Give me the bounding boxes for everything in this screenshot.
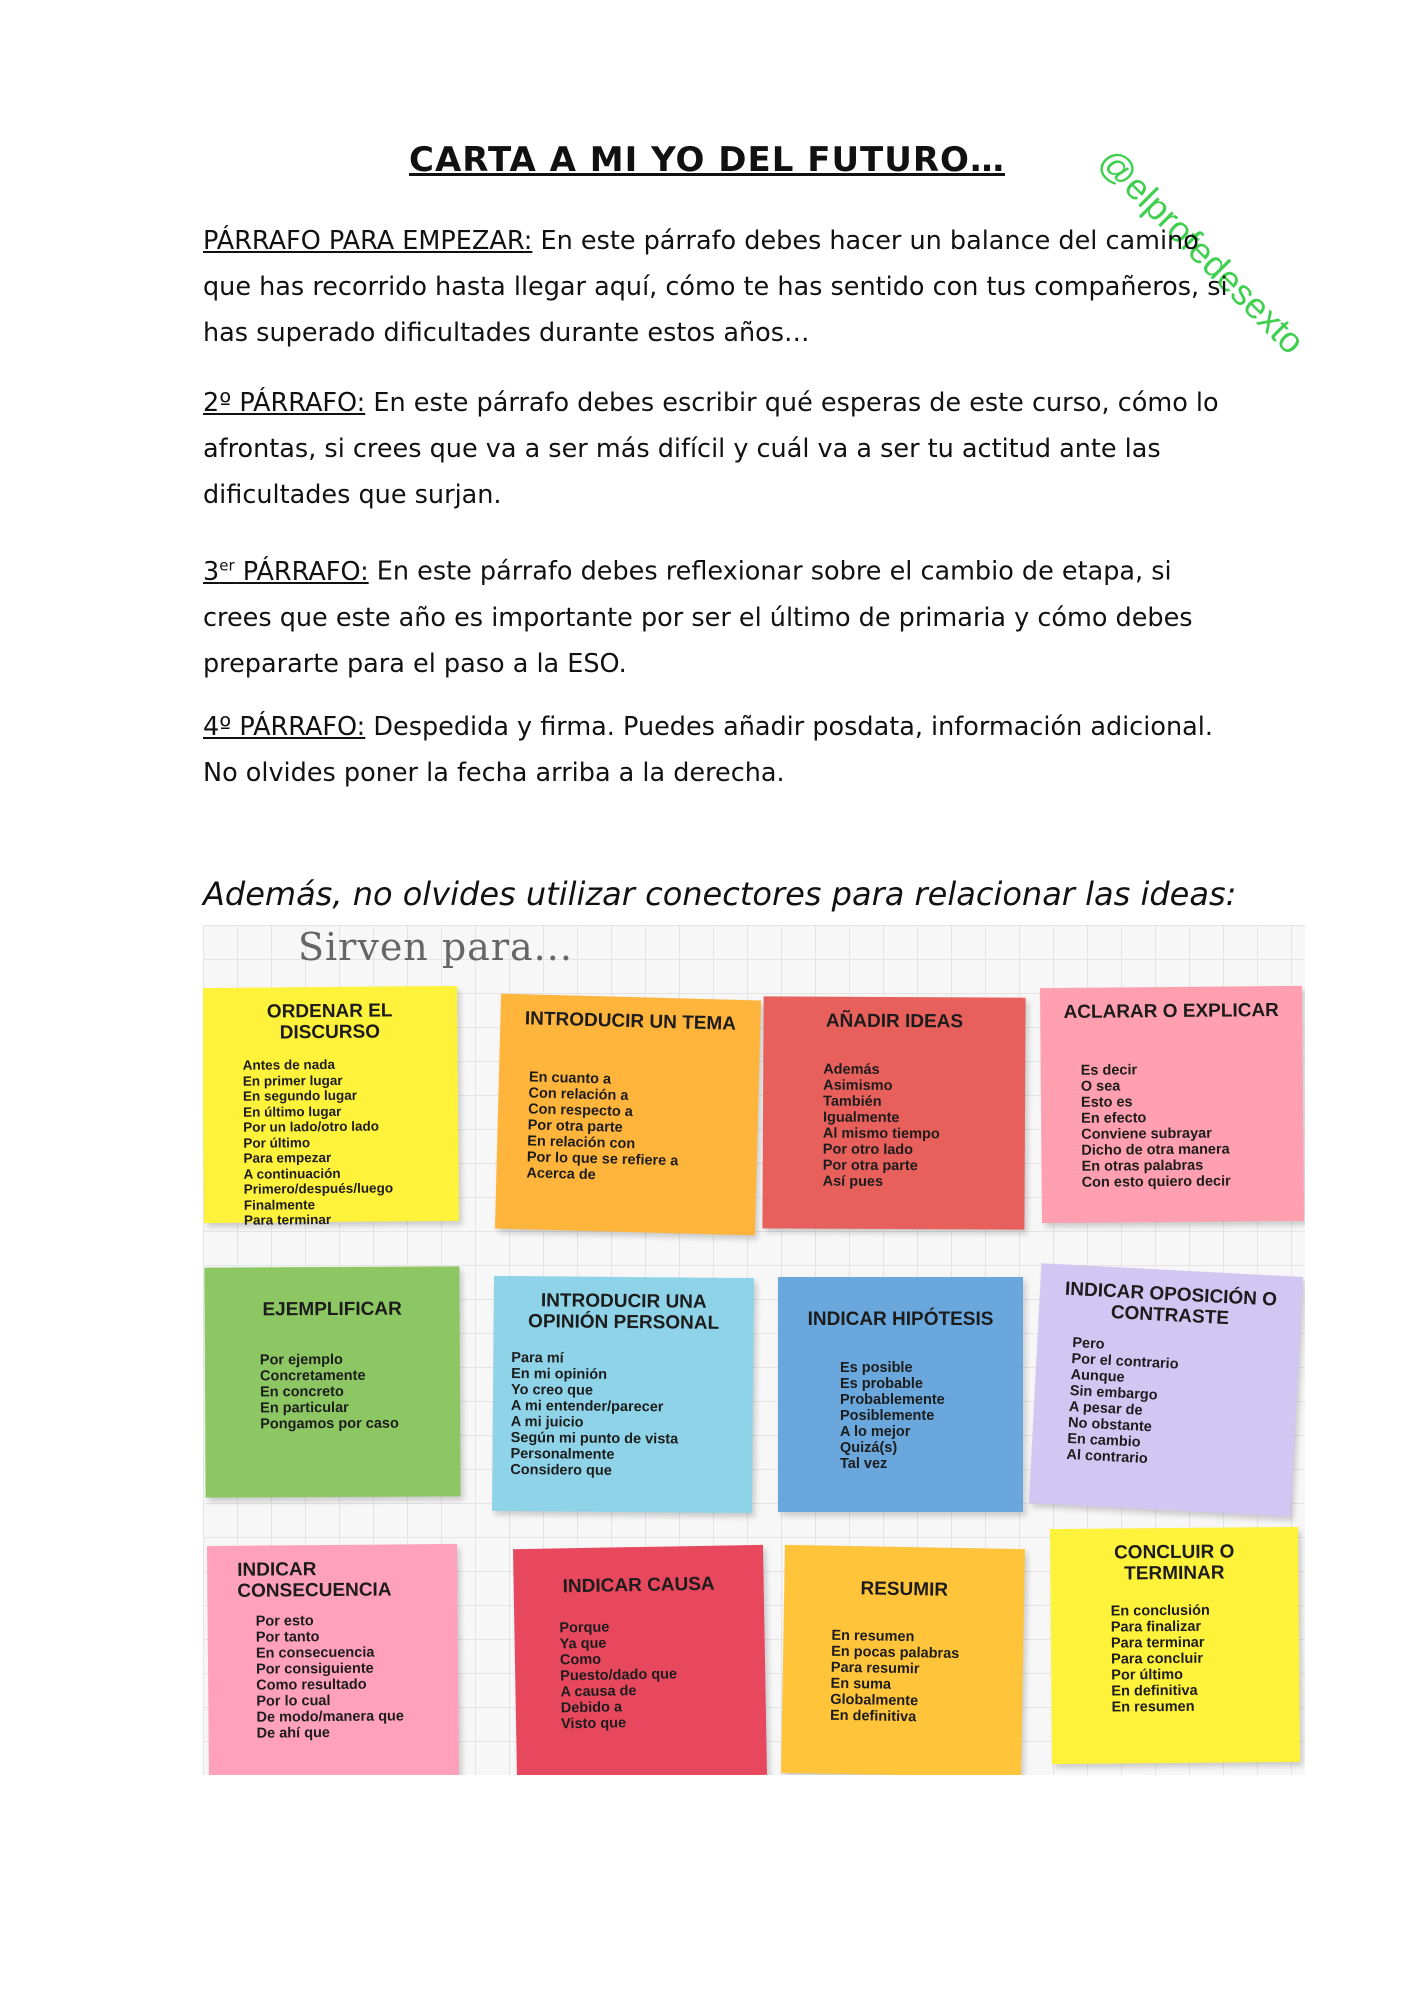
note-item: Como (559, 1651, 602, 1669)
connectors-intro: Además, no olvides utilizar conectores para relacionar las ideas: (203, 875, 1237, 913)
paragraph-1 (203, 218, 1243, 356)
note-item: Para resumir (830, 1659, 920, 1678)
note-list (256, 1612, 453, 1742)
note-item: Por un lado/otro lado (243, 1118, 380, 1135)
note-item: En primer lugar (242, 1072, 343, 1089)
note-item: En consecuencia (255, 1644, 375, 1662)
note-item: Al mismo tiempo (822, 1125, 940, 1143)
sticky-note-ordenar (203, 986, 459, 1228)
note-list (1111, 1602, 1294, 1716)
note-item: Personalmente (510, 1446, 615, 1463)
note-item: En pocas palabras (831, 1643, 960, 1662)
paragraph-2 (203, 380, 1243, 518)
note-item: Globalmente (830, 1691, 919, 1710)
note-item: En definitiva (829, 1707, 917, 1726)
note-item: Asimismo (823, 1077, 893, 1094)
paragraph-label: 3er PÁRRAFO: (203, 556, 369, 587)
note-list (510, 1350, 747, 1480)
note-item: Por esto (255, 1613, 314, 1630)
sticky-note-consecuencia (207, 1544, 459, 1775)
note-item: Al contrario (1066, 1446, 1149, 1468)
note-item: Por tanto (255, 1629, 320, 1646)
note-item: Para terminar (243, 1211, 332, 1228)
note-item: Quizá(s) (840, 1440, 898, 1456)
paragraph-label: PÁRRAFO PARA EMPEZAR: (203, 226, 533, 256)
note-item: Es decir (1080, 1062, 1138, 1079)
note-item: Concretamente (259, 1367, 366, 1385)
note-list (830, 1628, 1018, 1727)
note-item: Por consiguiente (256, 1660, 374, 1678)
note-item: En relación con (527, 1133, 636, 1153)
note-item: Según mi punto de vista (510, 1430, 679, 1448)
paragraph-text: En este párrafo debes hacer un balance del camino que has recorrido hasta llegar aquí, cómo te has sentido con tus compañeros, si has superado dificultades durante estos años… (203, 226, 1228, 348)
note-item: Por el contrario (1071, 1351, 1179, 1373)
paragraph-4 (203, 704, 1243, 796)
note-title: INDICAR CAUSA (562, 1573, 715, 1598)
sticky-note-causa (513, 1545, 767, 1775)
note-item: En resumen (831, 1627, 915, 1646)
sticky-note-resumir (781, 1545, 1025, 1775)
note-item: En concreto (260, 1383, 344, 1401)
note-title: ORDENAR EL DISCURSO (266, 1000, 393, 1044)
note-item: Pero (1071, 1335, 1105, 1353)
note-item: Debido a (560, 1699, 623, 1717)
note-item: A continuación (243, 1165, 341, 1182)
note-item: En definitiva (1111, 1682, 1198, 1700)
note-item: Con relación a (528, 1085, 629, 1105)
note-item: A causa de (560, 1683, 637, 1701)
note-item: Para mí (511, 1350, 564, 1367)
note-item: Además (823, 1061, 880, 1078)
sticky-note-anadir-ideas (762, 996, 1025, 1229)
board-heading: Sirven para... (298, 925, 573, 969)
note-list (526, 1069, 753, 1187)
note-item: Yo creo que (510, 1382, 594, 1399)
note-item: A mi juicio (510, 1414, 584, 1431)
note-title: CONCLUIR O TERMINAR (1113, 1541, 1235, 1585)
note-list (243, 1056, 453, 1228)
note-item: En efecto (1081, 1110, 1147, 1127)
note-item: A pesar de (1068, 1398, 1143, 1419)
note-item: Por último (1111, 1666, 1184, 1684)
note-list (559, 1617, 760, 1732)
sticky-note-concluir (1050, 1527, 1300, 1764)
sticky-note-opinion (492, 1276, 754, 1513)
note-list (260, 1351, 454, 1432)
note-item: Pongamos por caso (260, 1415, 399, 1433)
page-title: CARTA A MI YO DEL FUTURO… (409, 140, 1005, 180)
note-item: Para concluir (1111, 1650, 1204, 1668)
note-item: Antes de nada (242, 1056, 335, 1073)
watermark: @elprofedesexto (1091, 140, 1313, 362)
note-item: En conclusión (1110, 1602, 1210, 1620)
note-item: Por otro lado (822, 1141, 914, 1159)
note-item: Como resultado (256, 1676, 367, 1694)
note-item: Finalmente (243, 1196, 316, 1213)
note-item: Por otra parte (527, 1117, 623, 1136)
note-title: INTRODUCIR UN TEMA (524, 1008, 737, 1035)
note-item: Dicho de otra manera (1081, 1141, 1230, 1159)
sticky-note-introducir-tema (495, 994, 761, 1236)
note-item: De ahí que (256, 1725, 331, 1742)
note-item: No obstante (1067, 1414, 1153, 1436)
note-item: En último lugar (242, 1103, 342, 1120)
note-item: O sea (1080, 1078, 1121, 1095)
note-item: En mi opinión (511, 1366, 608, 1383)
note-item: En cambio (1066, 1430, 1141, 1451)
note-title: INDICAR CONSECUENCIA (237, 1559, 392, 1602)
note-item: En segundo lugar (242, 1087, 358, 1104)
paragraph-text: Despedida y firma. Puedes añadir posdata, información adicional. No olvides poner la fecha arriba a la derecha. (203, 712, 1213, 788)
note-item: Porque (559, 1619, 610, 1637)
note-item: Igualmente (822, 1109, 900, 1127)
note-item: Por último (243, 1134, 311, 1151)
note-item: Para empezar (243, 1149, 332, 1166)
note-item: Probablemente (840, 1392, 945, 1408)
note-item: Primero/después/luego (243, 1180, 394, 1197)
note-title: EJEMPLIFICAR (262, 1298, 402, 1321)
connectors-board (203, 925, 1305, 1775)
note-item: Acerca de (526, 1165, 596, 1184)
note-item: Con respecto a (527, 1101, 634, 1121)
sticky-note-aclarar (1040, 986, 1304, 1223)
note-list (1066, 1335, 1293, 1474)
sticky-note-hipotesis (778, 1277, 1023, 1512)
note-title: INDICAR HIPÓTESIS (807, 1309, 994, 1330)
note-item: Posiblemente (840, 1408, 935, 1424)
note-list (840, 1360, 1017, 1472)
note-item: Aunque (1070, 1367, 1125, 1386)
paragraph-3 (203, 542, 1243, 687)
sticky-note-oposicion (1029, 1263, 1303, 1516)
note-list (1081, 1061, 1298, 1191)
paragraph-label: 2º PÁRRAFO: (203, 388, 366, 418)
note-item: Por lo que se refiere a (526, 1149, 679, 1170)
note-item: Por otra parte (822, 1157, 918, 1175)
note-item: Con esto quiero decir (1081, 1173, 1231, 1191)
note-title: ACLARAR O EXPLICAR (1063, 1000, 1279, 1023)
note-item: Para terminar (1110, 1634, 1205, 1652)
note-item: Considero que (510, 1462, 612, 1479)
note-list (823, 1062, 1020, 1191)
note-item: Visto que (560, 1715, 627, 1733)
note-item: En particular (260, 1399, 349, 1417)
note-item: A mi entender/parecer (510, 1398, 664, 1416)
note-item: También (823, 1093, 882, 1110)
note-title: RESUMIR (860, 1578, 949, 1601)
note-item: Para finalizar (1110, 1618, 1202, 1636)
note-item: Sin embargo (1069, 1382, 1158, 1404)
note-item: Esto es (1080, 1094, 1133, 1111)
paragraph-label: 4º PÁRRAFO: (203, 712, 366, 742)
note-item: Ya que (559, 1635, 607, 1653)
note-item: Puesto/dado que (560, 1666, 678, 1685)
note-title: INTRODUCIR UNA OPINIÓN PERSONAL (527, 1290, 720, 1334)
note-item: Es probable (840, 1376, 923, 1392)
note-title: INDICAR OPOSICIÓN O CONTRASTE (1064, 1278, 1278, 1330)
note-item: Por lo cual (256, 1693, 331, 1710)
note-item: En resumen (1111, 1698, 1195, 1716)
note-item: A lo mejor (840, 1424, 911, 1440)
note-item: De modo/manera que (256, 1708, 405, 1726)
sticky-note-ejemplificar (204, 1266, 460, 1497)
note-item: En otras palabras (1081, 1157, 1204, 1175)
paragraph-text: En este párrafo debes escribir qué esperas de este curso, cómo lo afrontas, si crees que va a ser más difícil y cuál va a ser tu actitud ante las dificultades que surjan. (203, 388, 1219, 510)
note-item: Conviene subrayar (1081, 1125, 1212, 1143)
note-item: Tal vez (840, 1456, 888, 1472)
note-item: Por ejemplo (259, 1351, 343, 1369)
paragraph-text: En este párrafo debes reflexionar sobre el cambio de etapa, si crees que este año es importante por ser el último de primaria y cómo debes prepararte para el paso a la ESO. (203, 556, 1193, 679)
note-item: Así pues (822, 1173, 884, 1190)
note-item: En suma (830, 1675, 892, 1693)
note-item: En cuanto a (528, 1069, 612, 1088)
note-item: Es posible (840, 1360, 913, 1376)
note-title: AÑADIR IDEAS (825, 1010, 964, 1033)
